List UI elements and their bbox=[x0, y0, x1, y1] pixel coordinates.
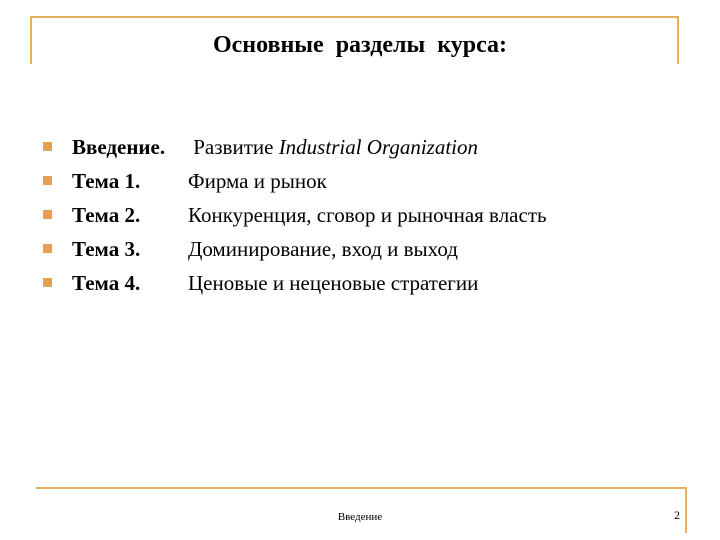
topic-label: Тема 3. bbox=[72, 237, 141, 261]
topic-description bbox=[188, 130, 478, 164]
footer-divider-line bbox=[36, 487, 687, 489]
square-bullet-icon bbox=[43, 210, 52, 219]
topic-label: Тема 2. bbox=[72, 203, 141, 227]
square-bullet-icon bbox=[43, 176, 52, 185]
topic-description: Фирма и рынок bbox=[188, 169, 327, 193]
topic-label: Тема 4. bbox=[72, 271, 141, 295]
topic-description: Доминирование, вход и выход bbox=[188, 237, 458, 261]
topic-description: Конкуренция, сговор и рыночная власть bbox=[188, 203, 547, 227]
square-bullet-icon bbox=[43, 244, 52, 253]
page-number: 2 bbox=[674, 508, 680, 522]
topic-label: Введение. bbox=[72, 135, 166, 159]
topic-description-text: Развитие bbox=[188, 135, 279, 159]
slide-title: Основные разделы курса: bbox=[212, 32, 508, 58]
topic-description-italic: Industrial Organization bbox=[278, 135, 479, 159]
square-bullet-icon bbox=[43, 278, 52, 287]
title-frame-top-line bbox=[30, 16, 679, 18]
square-bullet-icon bbox=[43, 142, 52, 151]
footer-frame-right-line bbox=[685, 487, 687, 533]
footer-section-name: Введение bbox=[337, 511, 383, 523]
topic-label: Тема 1. bbox=[72, 169, 141, 193]
topic-description: Ценовые и неценовые стратегии bbox=[188, 271, 479, 295]
